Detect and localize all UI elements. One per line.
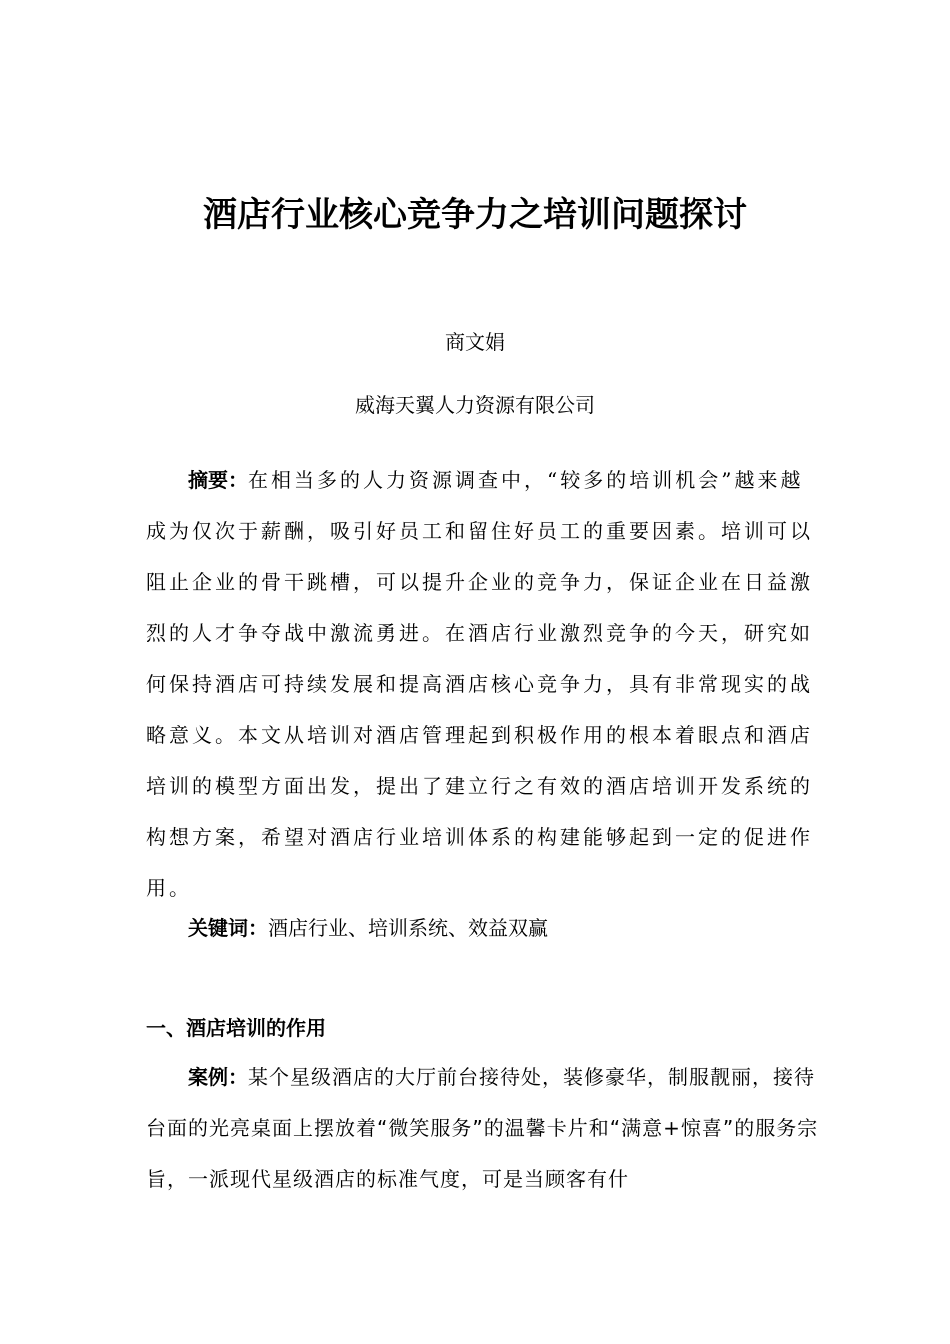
keywords-text: 酒店行业、培训系统、效益双赢 — [268, 916, 548, 940]
keywords-paragraph — [146, 903, 826, 954]
author-name: 商文娟 — [445, 330, 505, 354]
abstract-text: 在相当多的人力资源调查中，“较多的培训机会”越来越成为仅次于薪酬，吸引好员工和留住好员工的重要因素。培训可以阻止企业的骨干跳槽，可以提升企业的竞争力，保证企业在日益激烈的人才争夺战中激流勇进。在酒店行业激烈竞争的今天，研究如何保持酒店可持续发展和提高酒店核心竞争力，具有非常现实的战略意义。本文从培训对酒店管理起到积极作用的根本着眼点和酒店培训的模型方面出发，提出了建立行之有效的酒店培训开发系统的构想方案，希望对酒店行业培训体系的构建能够起到一定的促进作用。 — [146, 468, 813, 900]
keywords-label: 关键词： — [188, 916, 268, 940]
case-label: 案例： — [188, 1065, 248, 1089]
case-paragraph — [146, 1052, 826, 1205]
case-text: 某个星级酒店的大厅前台接待处，装修豪华，制服靓丽，接待台面的光亮桌面上摆放着“微笑服务”的温馨卡片和“满意+惊喜”的服务宗旨，一派现代星级酒店的标准气度，可是当顾客有什 — [146, 1065, 819, 1191]
author-affiliation: 威海天翼人力资源有限公司 — [355, 393, 595, 417]
section-heading: 一、酒店培训的作用 — [146, 1016, 326, 1040]
abstract-paragraph — [146, 455, 826, 914]
abstract-label: 摘要： — [188, 468, 248, 492]
document-title: 酒店行业核心竞争力之培训问题探讨 — [203, 195, 747, 235]
